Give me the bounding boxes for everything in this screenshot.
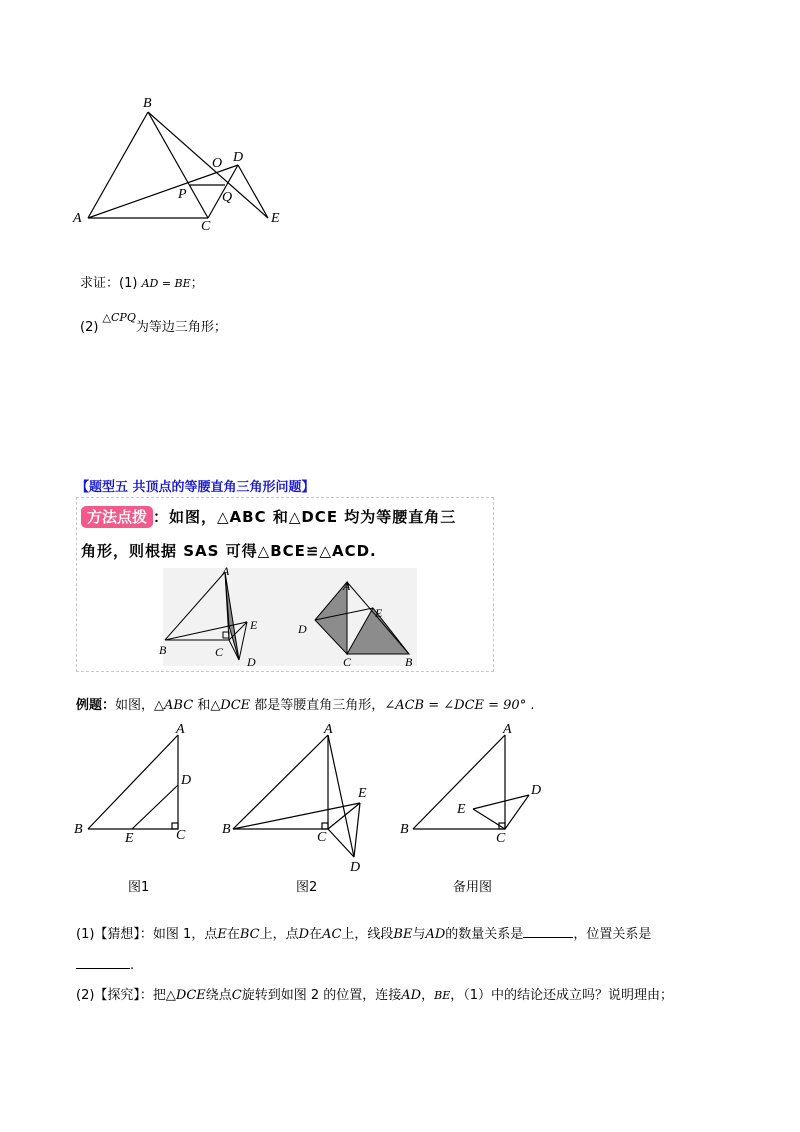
example-text-4: . (526, 698, 535, 713)
q1-text-c: 上，点 (259, 927, 299, 942)
q1-text-f: 与 (412, 927, 426, 942)
example-math-3: ∠ACB = ∠DCE = 90° (384, 698, 527, 713)
q2-text-a: (2)【探究】：把 (76, 988, 166, 1003)
proof-line1-prefix: 求证：(1) (80, 276, 142, 291)
method-left-B: B (159, 643, 167, 657)
example-math-2: △DCE (210, 698, 251, 713)
top-label-A: A (73, 211, 82, 226)
q1-point-D: D (298, 927, 310, 942)
method-badge: 方法点拨 (81, 506, 153, 528)
q2-text-c: 旋转到如图 2 的位置，连接 (241, 988, 402, 1003)
method-right-D: D (298, 622, 307, 636)
q1-text-h: ，位置关系是 (573, 927, 652, 942)
proof-line-1 (80, 276, 204, 292)
top-label-B: B (143, 96, 152, 111)
q1-text-e: 上，线段 (341, 927, 394, 942)
method-left-E: E (250, 618, 258, 632)
fig2-label-C: C (317, 830, 327, 845)
q1-seg-AC: AC (322, 927, 342, 942)
figure-3 (405, 725, 545, 845)
q1-answer-blank-2[interactable] (76, 956, 130, 969)
top-label-E: E (271, 211, 280, 226)
fig1-caption: 图1 (128, 880, 150, 895)
fig2-caption: 图2 (296, 880, 318, 895)
top-label-D: D (233, 150, 244, 165)
example-text-1: 如图， (115, 698, 155, 713)
example-text-3: 都是等腰直角三角形， (250, 698, 385, 713)
q1-seg-AD: AD (425, 927, 446, 942)
fig2-label-D: D (350, 860, 361, 875)
q1-point-E: E (217, 927, 227, 942)
top-label-O: O (212, 156, 223, 171)
fig2-label-E: E (358, 786, 367, 801)
top-label-P: P (178, 187, 187, 202)
question-2 (76, 988, 673, 1004)
fig1-label-E: E (125, 831, 134, 846)
method-right-E: E (375, 606, 383, 620)
q2-text-e: ，（1）中的结论还成立吗？说明理由； (450, 988, 674, 1003)
method-right-C: C (343, 655, 352, 669)
proof-line1-suffix: ； (190, 276, 204, 291)
q2-point-C: C (231, 988, 242, 1003)
question-1 (76, 925, 651, 943)
fig1-label-D: D (181, 773, 192, 788)
method-text-1: ：如图，△ABC 和△DCE 均为等腰直角三 (153, 508, 457, 526)
q1-text-g: 的数量关系是 (445, 927, 524, 942)
method-fig-right (305, 578, 415, 658)
question-1-line-2 (76, 956, 134, 974)
figure-2 (225, 725, 375, 865)
method-line-2: 角形，则根据 SAS 可得△BCE≌△ACD. (81, 542, 377, 560)
fig3-label-A: A (503, 722, 512, 737)
proof-line1-math: AD = BE (141, 277, 191, 290)
q1-seg-BC: BC (239, 927, 260, 942)
q1-text-d: 在 (309, 927, 323, 942)
example-text-2: 和 (193, 698, 211, 713)
q1-text-b: 在 (226, 927, 240, 942)
q2-seg-BE: BE (434, 989, 451, 1002)
method-left-A: A (222, 564, 230, 578)
method-right-B: B (405, 655, 413, 669)
fig3-label-B: B (400, 822, 409, 837)
method-line-1 (81, 506, 456, 527)
fig2-label-B: B (222, 822, 231, 837)
method-left-D: D (247, 655, 256, 669)
top-label-Q: Q (222, 190, 233, 205)
fig3-label-C: C (496, 831, 506, 846)
q1-seg-BE: BE (393, 927, 413, 942)
q2-seg-AD: AD (401, 988, 422, 1003)
example-line (76, 698, 534, 714)
fig3-caption: 备用图 (453, 880, 493, 895)
top-label-C: C (201, 219, 211, 234)
q2-text-b: 绕点 (205, 988, 232, 1003)
method-right-A: A (343, 579, 351, 593)
proof-line-2 (80, 310, 227, 335)
q2-triangle: △DCE (165, 988, 206, 1003)
fig3-label-E: E (457, 802, 466, 817)
q1-end: . (130, 958, 135, 973)
section-title: 【题型五 共顶点的等腰直角三角形问题】 (76, 480, 315, 495)
proof-line2-prefix: (2) (80, 320, 103, 335)
q1-answer-blank-1[interactable] (523, 925, 573, 938)
fig3-label-D: D (531, 783, 542, 798)
example-label: 例题： (76, 698, 116, 713)
example-math-1: △ABC (154, 698, 194, 713)
proof-line2-math: △CPQ (102, 311, 136, 324)
fig1-label-B: B (74, 822, 83, 837)
fig1-label-C: C (176, 828, 186, 843)
method-left-C: C (215, 645, 224, 659)
q2-text-d: ， (421, 988, 435, 1003)
method-box (76, 497, 494, 672)
fig1-label-A: A (176, 722, 185, 737)
proof-line2-suffix: 为等边三角形； (135, 320, 227, 335)
fig2-label-A: A (324, 722, 333, 737)
q1-text-a: (1)【猜想】：如图 1，点 (76, 927, 218, 942)
top-figure (60, 90, 300, 240)
